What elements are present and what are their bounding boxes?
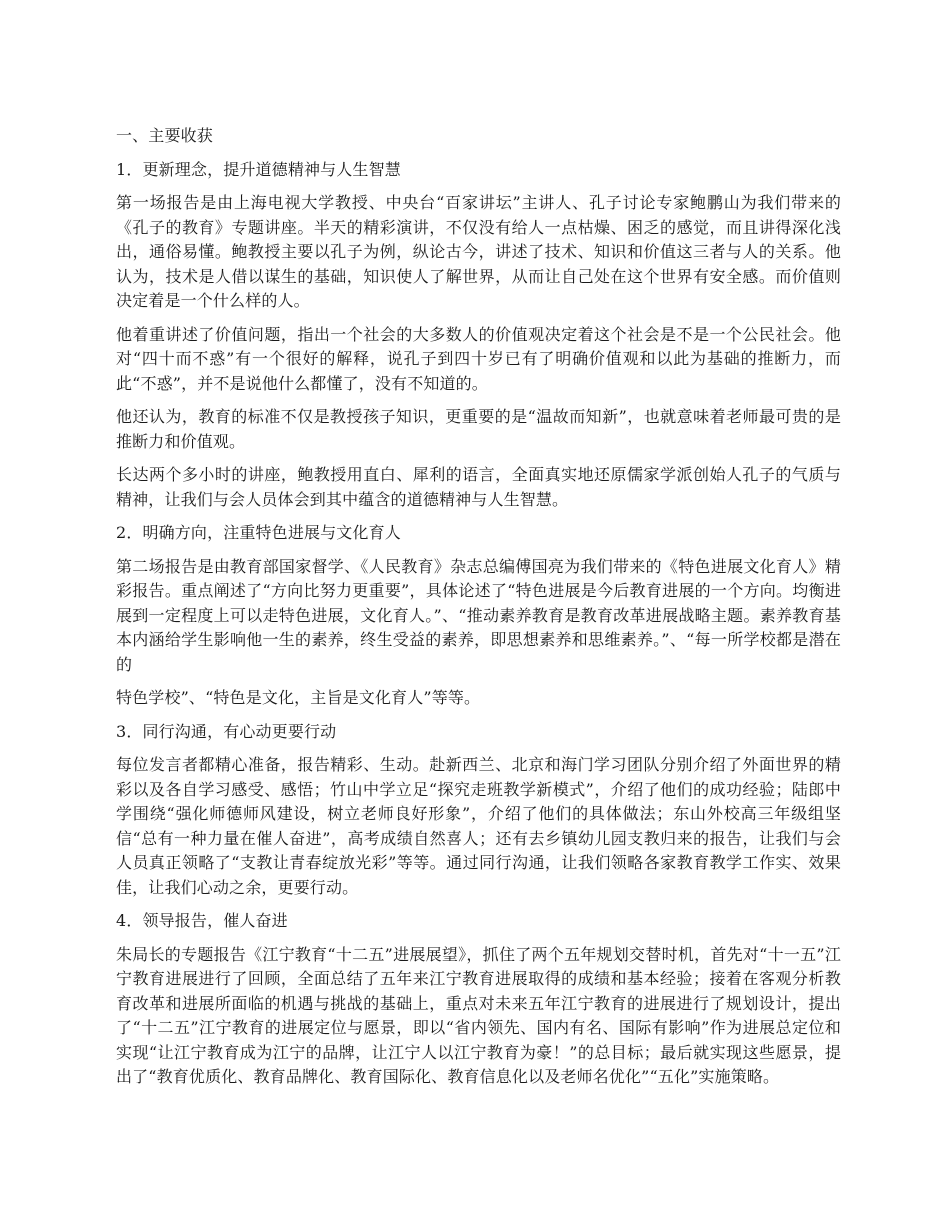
paragraph: 第一场报告是由上海电视大学教授、中央台“百家讲坛”主讲人、孔子讨论专家鲍鹏山为我们带来的《孔子的教育》专题讲座。半天的精彩演讲，不仅没有给人一点枯燥、困乏的感觉，而且讲得深化浅出，通俗易懂。鲍教授主要以孔子为例，纵论古今，讲述了技术、知识和价值这三者与人的关系。他认为，技术是人借以谋生的基础，知识使人了解世界，从而让自己处在这个世界有安全感。而价值则决定着是一个什么样的人。 (116, 193, 841, 310)
paragraph: 长达两个多小时的讲座，鲍教授用直白、犀利的语言，全面真实地还原儒家学派创始人孔子的气质与精神，让我们与会人员体会到其中蕴含的道德精神与人生智慧。 (116, 465, 841, 509)
subheading-2: 2．明确方向，注重特色进展与文化育人 (116, 523, 401, 542)
subheading-1: 1．更新理念，提升道德精神与人生智慧 (116, 159, 401, 179)
paragraph: 他着重讲述了价值问题，指出一个社会的大多数人的价值观决定着这个社会是不是一个公民社会。他对“四十而不惑”有一个很好的解释，说孔子到四十岁已有了明确价值观和以此为基础的推断力，而此“不惑”，并不是说他什么都懂了，没有不知道的。 (116, 324, 841, 393)
paragraph: 朱局长的专题报告《江宁教育“十二五”进展展望》，抓住了两个五年规划交替时机，首先对“十一五”江宁教育进展进行了回顾，全面总结了五年来江宁教育进展取得的成绩和基本经验；接着在客观分析教育改革和进展所面临的机遇与挑战的基础上，重点对未来五年江宁教育的进展进行了规划设计，提出了“十二五”江宁教育的进展定位与愿景，即以“省内领先、国内有名、国际有影响”作为进展总定位和实现“让江宁教育成为江宁的品牌，让江宁人以江宁教育为豪！”的总目标；最后就实现这些愿景，提出了“教育优质化、教育品牌化、教育国际化、教育信息化以及老师名优化”“五化”实施策略。 (116, 944, 841, 1086)
paragraph: 每位发言者都精心准备，报告精彩、生动。赴新西兰、北京和海门学习团队分别介绍了外面世界的精彩以及各自学习感受、感悟；竹山中学立足“探究走班教学新模式”，介绍了他们的成功经验；陆郎中学围绕“强化师德师风建设，树立老师良好形象”，介绍了他们的具体做法；东山外校高三年级组坚信“总有一种力量在催人奋进”，高考成绩自然喜人；还有去乡镇幼儿园支教归来的报告，让我们与会人员真正领略了“支教让青春绽放光彩”等等。通过同行沟通，让我们领略各家教育教学工作实、效果佳，让我们心动之余，更要行动。 (116, 755, 841, 897)
document-body (116, 124, 841, 1099)
paragraph: 他还认为，教育的标准不仅是教授孩子知识，更重要的是“温故而知新”，也就意味着老师最可贵的是推断力和价值观。 (116, 407, 841, 451)
subheading-4: 4．领导报告，催人奋进 (116, 911, 288, 930)
paragraph: 第二场报告是由教育部国家督学、《人民教育》杂志总编傅国亮为我们带来的《特色进展文化育人》精彩报告。重点阐述了“方向比努力更重要”，具体论述了“特色进展是今后教育进展的一个方向。均衡进展到一定程度上可以走特色进展，文化育人。”、“推动素养教育是教育改革进展战略主题。素养教育基本内涵给学生影响他一生的素养，终生受益的素养，即思想素养和思维素养。”、“每一所学校都是潜在的 (116, 556, 841, 674)
subheading-3: 3．同行沟通，有心动更要行动 (116, 721, 337, 741)
paragraph: 特色学校”、“特色是文化，主旨是文化育人”等等。 (116, 688, 481, 707)
section-heading: 一、主要收获 (116, 126, 213, 145)
